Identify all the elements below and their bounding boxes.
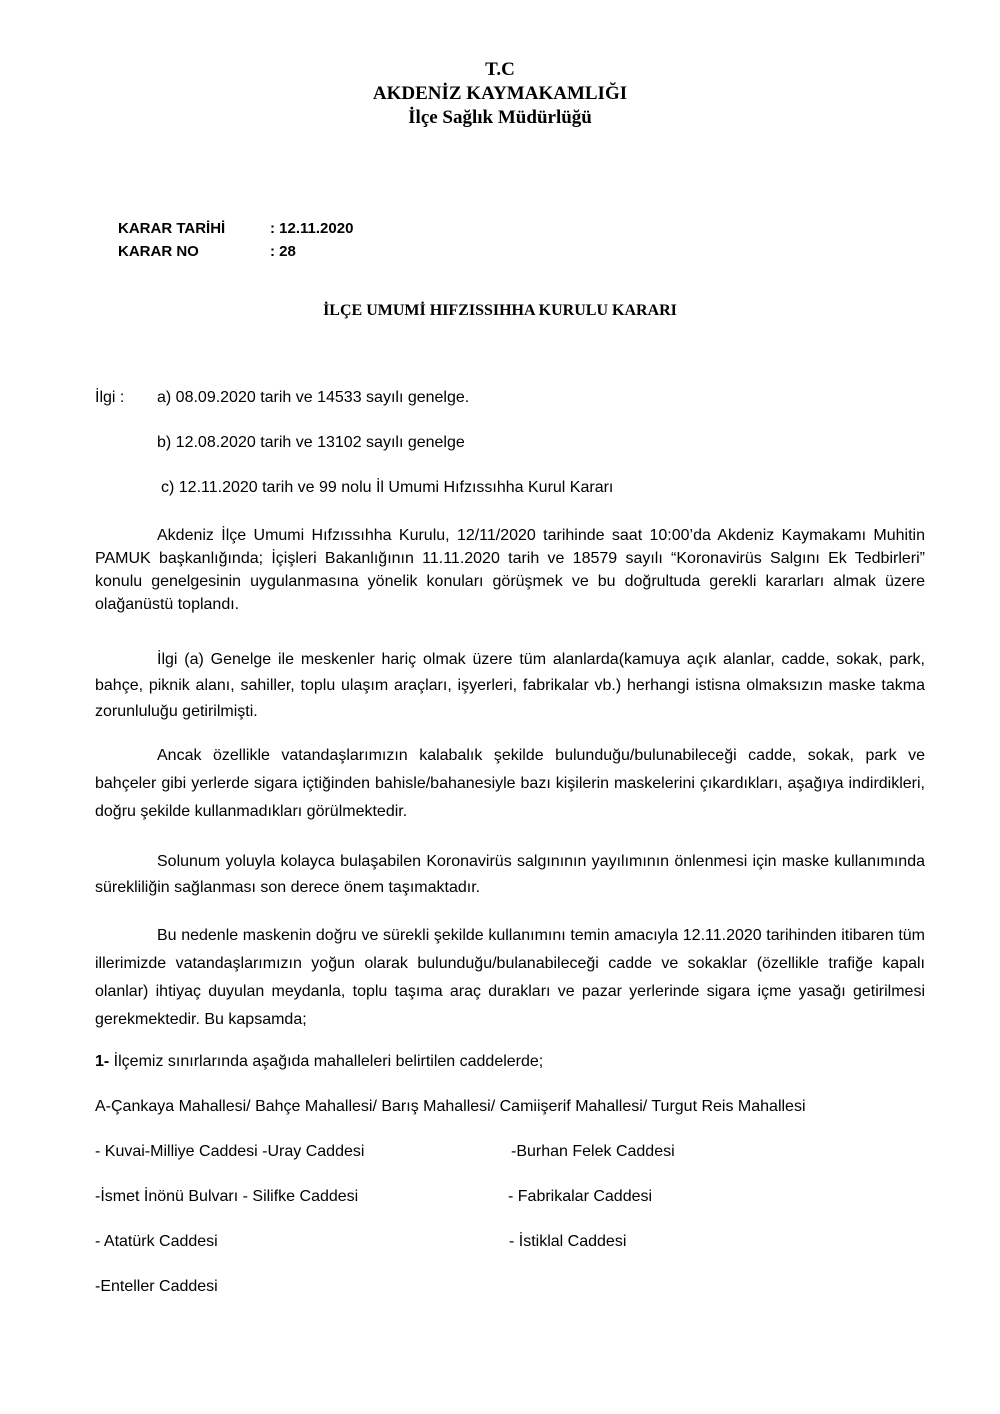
decision-item-1 — [95, 1053, 543, 1071]
decision-item-1-text: İlçemiz sınırlarında aşağıda mahalleleri belirtilen caddelerde; — [109, 1053, 544, 1070]
header-kaymakamlik: AKDENİZ KAYMAKAMLIĞI — [372, 83, 628, 104]
decision-date-value: : 12.11.2020 — [270, 220, 354, 237]
ilgi-label: İlgi : — [95, 389, 125, 406]
decision-no-label: KARAR NO — [118, 243, 199, 260]
ilgi-item-c: c) 12.11.2020 tarih ve 99 nolu İl Umumi Hıfzıssıhha Kurul Kararı — [161, 479, 614, 496]
street-left-2: -İsmet İnönü Bulvarı - Silifke Caddesi — [95, 1188, 359, 1205]
paragraph-4: Solunum yoluyla kolayca bulaşabilen Koronavirüs salgınının yayılımının önlenmesi için maske kullanımında sürekliliğin sağlanması son derece önem taşımaktadır. — [95, 853, 925, 896]
header-mudurluk: İlçe Sağlık Müdürlüğü — [408, 107, 592, 128]
street-right-3: - İstiklal Caddesi — [509, 1233, 627, 1250]
decision-date-label: KARAR TARİHİ — [118, 220, 226, 237]
ilgi-item-b: b) 12.08.2020 tarih ve 13102 sayılı genelge — [157, 434, 465, 451]
paragraph-1: Akdeniz İlçe Umumi Hıfzıssıhha Kurulu, 12/11/2020 tarihinde saat 10:00’da Akdeniz Kaymakamı Muhitin PAMUK başkanlığında; İçişleri Bakanlığının 11.11.2020 tarih ve 18579 sayılı “Koronavirüs Salgını Ek Tedbirleri” konulu genelgesinin uygulanmasına yönelik konuları görüşmek ve bu doğrultuda gerekli kararları almak üzere olağanüstü toplandı. — [95, 527, 925, 613]
header-tc: T.C — [485, 59, 515, 80]
paragraph-5: Bu nedenle maskenin doğru ve sürekli şekilde kullanımını temin amacıyla 12.11.2020 tarihinden itibaren tüm illerimizde vatandaşlarımızın yoğun olarak bulunduğu/bulanabileceği cadde ve sokaklar (özellikle trafiğe kapalı olanlar) ihtiyaç duyulan meydanla, toplu taşıma araç durakları ve pazar yerlerinde sigara içme yasağı getirilmesi gerekmektedir. Bu kapsamda; — [95, 927, 925, 1028]
decision-item-1-number: 1- — [95, 1053, 110, 1070]
document-title: İLÇE UMUMİ HIFZISSIHHA KURULU KARARI — [323, 302, 677, 319]
paragraph-3: Ancak özellikle vatandaşlarımızın kalabalık şekilde bulunduğu/bulunabileceği cadde, sokak, park ve bahçeler gibi yerlerde sigara içtiğinden bahisle/bahanesiyle bazı kişilerin maskelerini çıkardıkları, aşağıya indirdikleri, doğru şekilde kullanmadıkları görülmektedir. — [95, 747, 925, 820]
street-left-4: -Enteller Caddesi — [95, 1278, 218, 1295]
document-header — [0, 58, 1000, 130]
street-left-1: - Kuvai-Milliye Caddesi -Uray Caddesi — [95, 1143, 365, 1160]
street-right-1: -Burhan Felek Caddesi — [511, 1143, 675, 1160]
ilgi-item-a: a) 08.09.2020 tarih ve 14533 sayılı genelge. — [157, 389, 470, 406]
decision-no-row — [118, 240, 353, 263]
decision-no-value: : 28 — [270, 243, 296, 260]
paragraph-2: İlgi (a) Genelge ile meskenler hariç olmak üzere tüm alanlarda(kamuya açık alanlar, cadde, sokak, park, bahçe, piknik alanı, sahiller, toplu ulaşım araçları, işyerleri, fabrikalar vb.) herhangi istisna olmaksızın maske takma zorunluluğu getirilmişti. — [95, 651, 925, 720]
street-left-3: - Atatürk Caddesi — [95, 1233, 218, 1250]
decision-meta — [118, 217, 353, 263]
neighborhood-list: A-Çankaya Mahallesi/ Bahçe Mahallesi/ Barış Mahallesi/ Camiişerif Mahallesi/ Turgut Reis Mahallesi — [95, 1098, 806, 1115]
decision-date-row — [118, 217, 353, 240]
street-right-2: - Fabrikalar Caddesi — [508, 1188, 653, 1205]
